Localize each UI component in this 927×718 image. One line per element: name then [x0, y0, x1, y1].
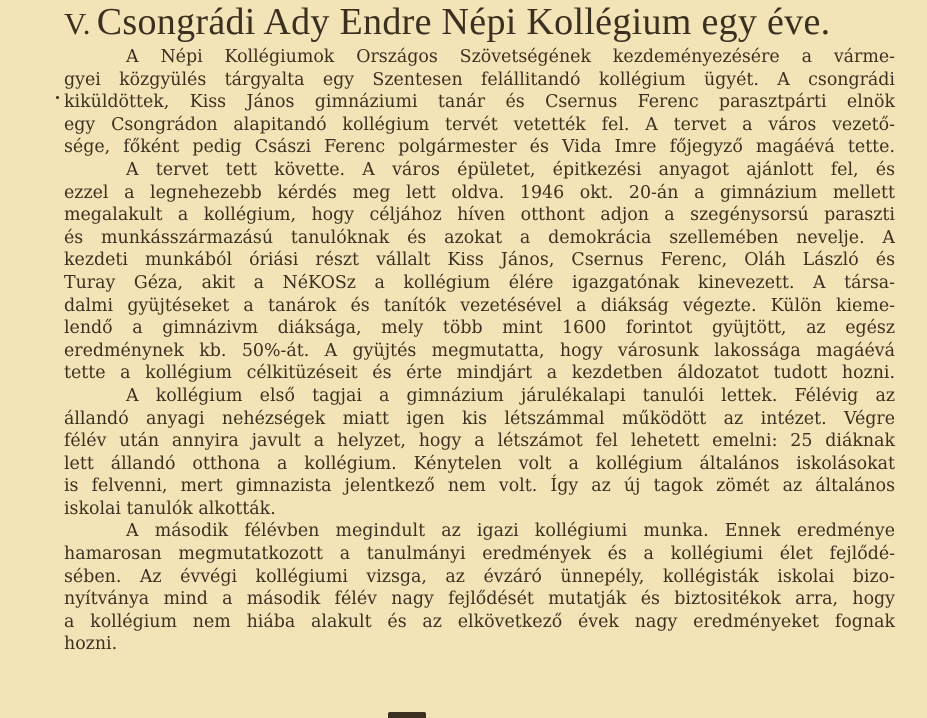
chapter-number: V. [64, 6, 91, 41]
text-line: gyei közgyülés tárgyalta egy Szentesen felállitandó kollégium ügyét. A csongrádi [64, 69, 895, 90]
paragraph-1 [64, 46, 895, 159]
text-line: kezdeti munkából óriási részt vállalt Kiss János, Csernus Ferenc, Oláh László és [64, 250, 895, 271]
text-line: hozni. [64, 634, 118, 655]
text-line: ezzel a legnehezebb kérdés meg lett oldva. 1946 okt. 20-án a gimnázium mellett [64, 182, 895, 203]
text-line: is felvenni, mert gimnazista jelentkező nem volt. Így az új tagok zömét az általános [64, 476, 895, 497]
text-line: hamarosan megmutatkozott a tanulmányi eredmények és a kollégiumi élet fejlődé- [64, 544, 895, 565]
stray-ink-mark [56, 96, 59, 99]
text-line: iskolai tanulók alkották. [64, 498, 276, 519]
text-line: tette a kollégium célkitüzéseit és érte mindjárt a kezdetben áldozatot tudott hozni. [64, 363, 895, 384]
paragraph-3 [64, 385, 895, 521]
paragraph-4 [64, 520, 895, 656]
text-line: A második félévben megindult az igazi kollégiumi munka. Ennek eredménye [126, 521, 895, 542]
text-line: eredménynek kb. 50%-át. A gyüjtés megmutatta, hogy városunk lakossága magáévá [64, 340, 895, 361]
text-line: sében. Az évvégi kollégiumi vizsga, az évzáró ünnepély, kollégisták iskolai bizo- [64, 566, 895, 587]
text-line: állandó anyagi nehézségek miatt igen kis létszámmal működött az intézet. Végre [64, 408, 895, 429]
text-line: Turay Géza, akit a NéKOSz a kollégium élére igazgatónak kinevezett. A társa- [64, 272, 895, 293]
text-line: A kollégium első tagjai a gimnázium járulékalapi tanulói lettek. Félévig az [126, 385, 895, 406]
text-line: A tervet tett követte. A város épületet, épitkezési anyagot ajánlott fel, és [126, 159, 895, 180]
text-line: megalakult a kollégium, hogy céljához híven otthont adjon a szegénysorsú paraszti [64, 205, 895, 226]
text-line: dalmi gyüjtéseket a tanárok és tanítók vezetésével a diákság végezte. Külön kieme- [64, 295, 895, 316]
page-ornament [388, 712, 426, 718]
text-line: félév után annyira javult a helyzet, hogy a létszámot fel lehetett emelni: 25 diáknak [64, 431, 895, 452]
chapter-heading [64, 0, 895, 46]
text-line: és munkásszármazású tanulóknak és azokat a demokrácia szellemében nevelje. A [64, 227, 895, 248]
text-line: egy Csongrádon alapitandó kollégium tervét vetették fel. A tervet a város vezető- [64, 114, 895, 135]
text-line: kiküldöttek, Kiss János gimnáziumi tanár és Csernus Ferenc parasztpárti elnök [64, 92, 895, 113]
text-line: A Népi Kollégiumok Országos Szövetségének kezdeményezésére a várme- [126, 47, 895, 67]
text-line: lett állandó otthona a kollégium. Kénytelen volt a kollégium általános iskolásokat [64, 453, 895, 474]
text-line: a kollégium nem hiába alakult és az elkövetkező évek nagy eredményeket fognak [64, 611, 895, 632]
paragraph-2 [64, 159, 895, 385]
text-line: lendő a gimnázivm diáksága, mely több mint 1600 forintot gyüjtött, az egész [64, 318, 895, 339]
chapter-title: Csongrádi Ady Endre Népi Kollégium egy éve. [96, 1, 831, 43]
text-line: sége, főként pedig Császi Ferenc polgármester és Vida Imre főjegyző magáévá tette. [64, 137, 895, 158]
text-line: nyítványa mind a második félév nagy fejlődését mutatják és biztositékok arra, hogy [64, 589, 895, 610]
